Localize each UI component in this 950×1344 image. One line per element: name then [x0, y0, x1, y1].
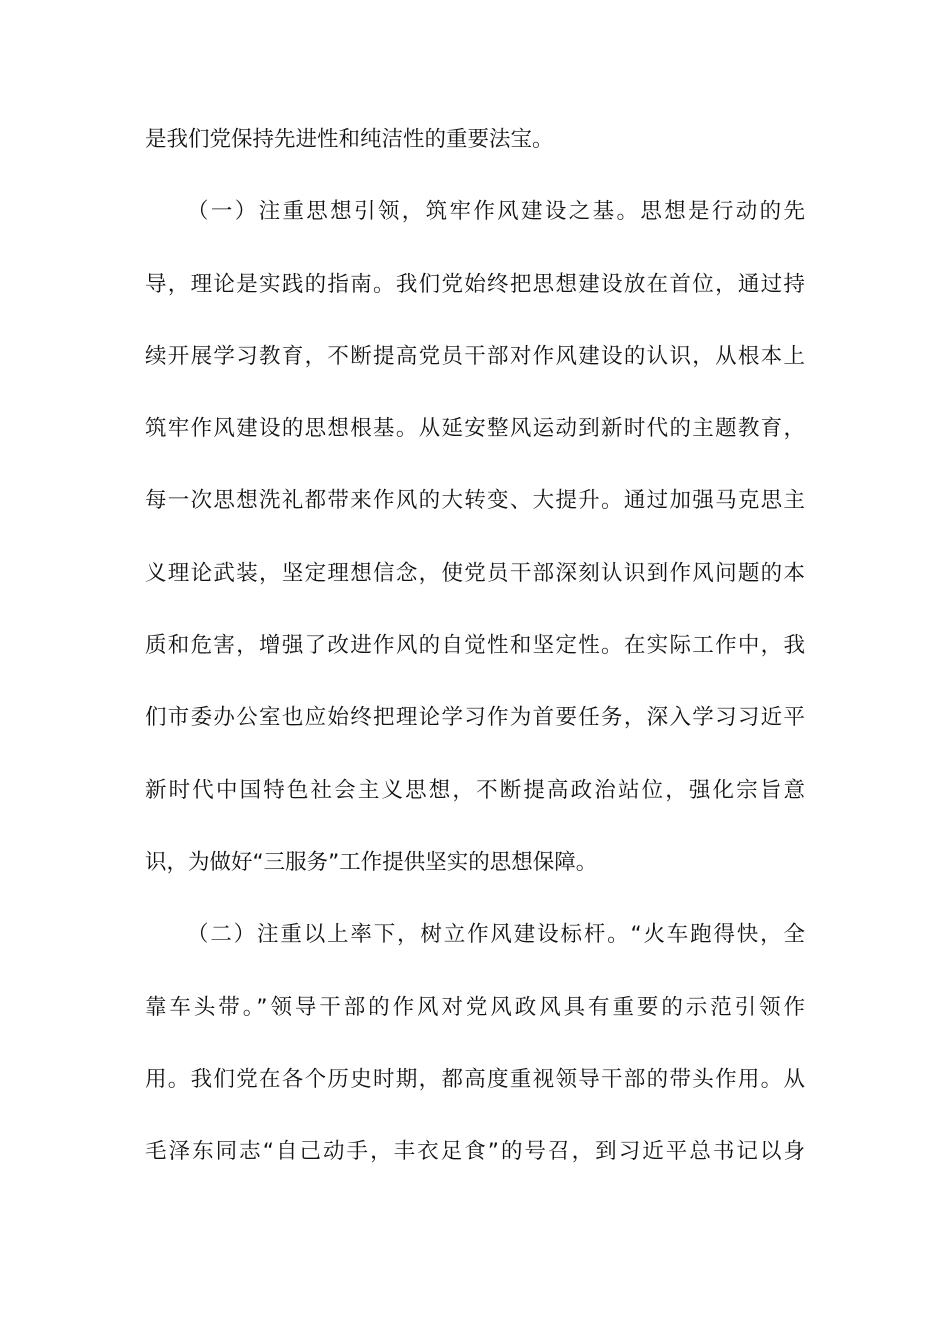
text-line: 用。我们党在各个历史时期，都高度重视领导干部的带头作用。从: [145, 1066, 805, 1092]
text-line: 每一次思想洗礼都带来作风的大转变、大提升。通过加强马克思主: [145, 488, 805, 514]
text-line: 筑牢作风建设的思想根基。从延安整风运动到新时代的主题教育，: [145, 416, 805, 442]
text-line: 导，理论是实践的指南。我们党始终把思想建设放在首位，通过持: [145, 271, 805, 297]
paragraph-heading-2: （二）注重以上率下，树立作风建设标杆。“火车跑得快，全: [187, 922, 805, 948]
text-line: 靠车头带。”领导干部的作风对党风政风具有重要的示范引领作: [145, 994, 805, 1020]
paragraph-heading-1: （一）注重思想引领，筑牢作风建设之基。思想是行动的先: [187, 199, 805, 225]
text-line: 新时代中国特色社会主义思想，不断提高政治站位，强化宗旨意: [145, 777, 805, 803]
text-line: 是我们党保持先进性和纯洁性的重要法宝。: [145, 127, 554, 152]
text-line: 义理论武装，坚定理想信念，使党员干部深刻认识到作风问题的本: [145, 560, 805, 586]
text-line: 识，为做好“三服务”工作提供坚实的思想保障。: [145, 849, 598, 875]
text-line: 质和危害，增强了改进作风的自觉性和坚定性。在实际工作中，我: [145, 633, 805, 659]
text-line: 们市委办公室也应始终把理论学习作为首要任务，深入学习习近平: [145, 705, 805, 731]
text-line: 续开展学习教育，不断提高党员干部对作风建设的认识，从根本上: [145, 343, 805, 369]
text-line: 毛泽东同志“自己动手，丰衣足食”的号召，到习近平总书记以身: [145, 1139, 805, 1165]
document-page: [145, 104, 805, 1188]
